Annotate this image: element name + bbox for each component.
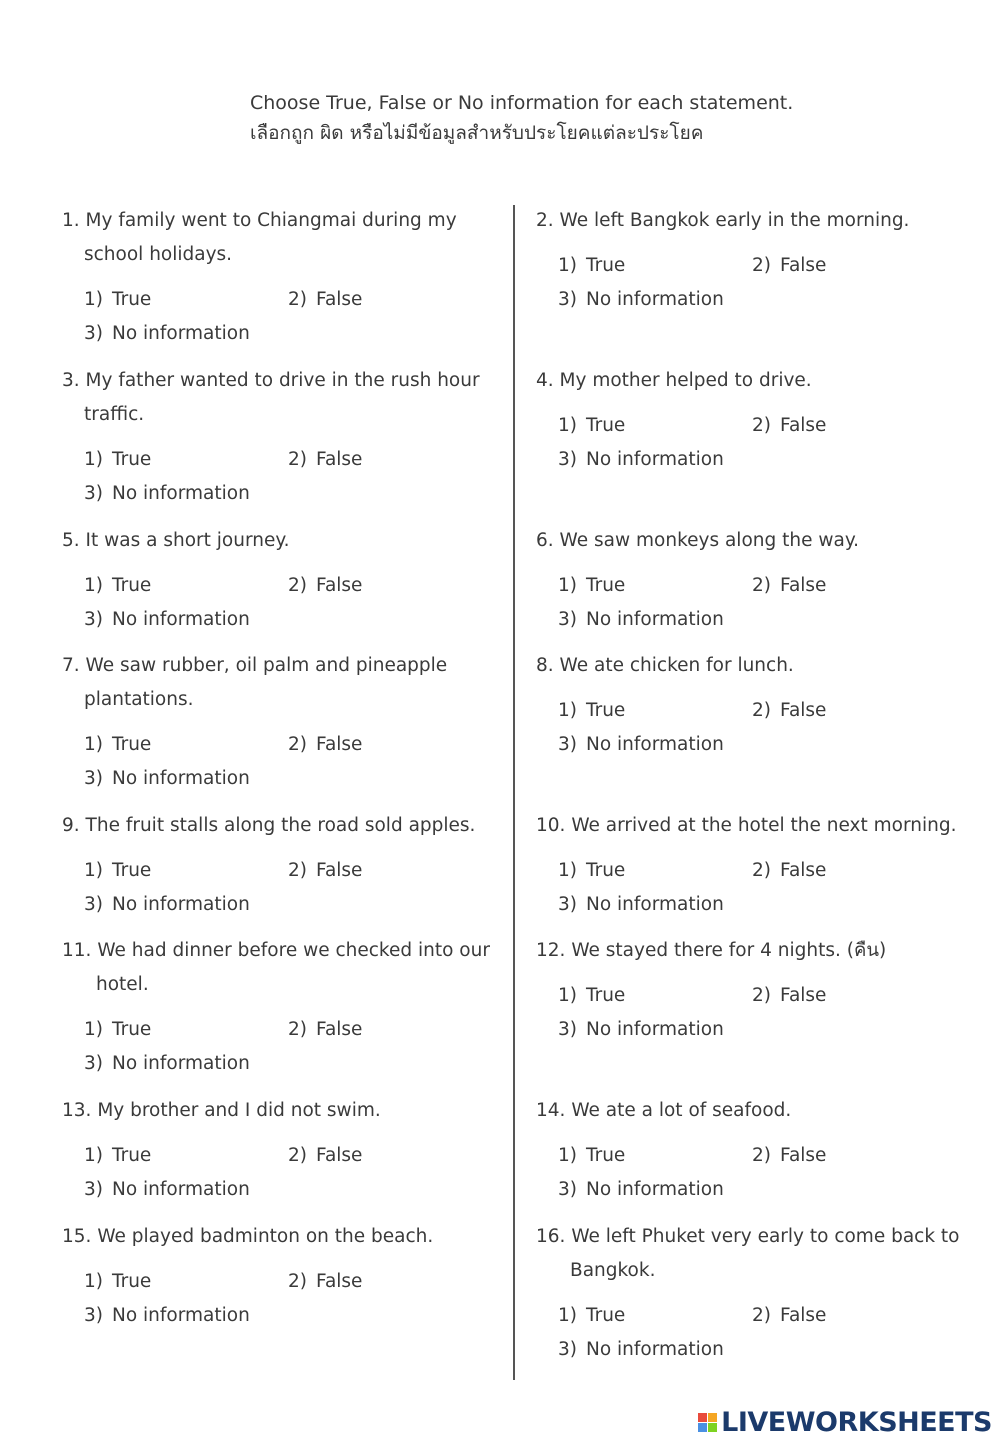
question-number: 4. xyxy=(536,370,554,391)
option-no-information[interactable]: 3) No information xyxy=(558,734,724,755)
option-true[interactable]: 1) True xyxy=(558,1305,626,1326)
option-true[interactable]: 1) True xyxy=(558,415,626,436)
question-number: 10. xyxy=(536,815,566,836)
question-number: 12. xyxy=(536,940,566,961)
answer-options xyxy=(62,443,480,511)
question-7 xyxy=(62,649,447,796)
option-true[interactable]: 1) True xyxy=(84,1145,152,1166)
question-text: My mother helped to drive. xyxy=(559,370,812,391)
option-false[interactable]: 2) False xyxy=(288,1271,363,1292)
answer-options xyxy=(62,569,363,637)
answer-options xyxy=(62,1013,490,1081)
question-3 xyxy=(62,364,480,511)
question-15 xyxy=(62,1220,433,1333)
question-text: The fruit stalls along the road sold apples. xyxy=(85,815,476,836)
question-text: We saw monkeys along the way. xyxy=(559,530,860,551)
answer-options xyxy=(536,409,827,477)
question-16 xyxy=(536,1220,960,1367)
option-true[interactable]: 1) True xyxy=(84,734,152,755)
question-number: 2. xyxy=(536,210,554,231)
instructions-english: Choose True, False or No information for each statement. xyxy=(250,92,794,114)
answer-options xyxy=(62,283,457,351)
option-true[interactable]: 1) True xyxy=(84,1019,152,1040)
question-10 xyxy=(536,809,956,922)
question-number: 8. xyxy=(536,655,554,676)
question-8 xyxy=(536,649,827,762)
option-no-information[interactable]: 3) No information xyxy=(84,768,250,789)
question-number: 1. xyxy=(62,210,80,231)
liveworksheets-logo xyxy=(698,1405,992,1439)
instructions xyxy=(250,88,793,148)
answer-options xyxy=(62,854,475,922)
option-true[interactable]: 1) True xyxy=(558,575,626,596)
question-9 xyxy=(62,809,475,922)
logo-text: LIVEWORKSHEETS xyxy=(721,1406,992,1438)
question-number: 6. xyxy=(536,530,554,551)
question-12 xyxy=(536,934,886,1047)
question-14 xyxy=(536,1094,827,1207)
option-false[interactable]: 2) False xyxy=(752,700,827,721)
option-true[interactable]: 1) True xyxy=(84,449,152,470)
option-no-information[interactable]: 3) No information xyxy=(558,1019,724,1040)
question-text: We played badminton on the beach. xyxy=(97,1226,434,1247)
question-text: It was a short journey. xyxy=(85,530,290,551)
question-text: We left Phuket very early to come back to xyxy=(571,1226,960,1247)
question-number: 15. xyxy=(62,1226,92,1247)
question-1 xyxy=(62,204,457,351)
option-no-information[interactable]: 3) No information xyxy=(558,894,724,915)
option-false[interactable]: 2) False xyxy=(288,1019,363,1040)
logo-square xyxy=(698,1423,707,1432)
question-text-continued: plantations. xyxy=(84,689,194,710)
option-true[interactable]: 1) True xyxy=(558,700,626,721)
logo-square xyxy=(698,1413,707,1422)
option-no-information[interactable]: 3) No information xyxy=(558,1339,724,1360)
question-4 xyxy=(536,364,827,477)
answer-options xyxy=(536,979,886,1047)
question-text-continued: Bangkok. xyxy=(570,1260,656,1281)
question-text-continued: traffic. xyxy=(84,404,145,425)
question-text: We left Bangkok early in the morning. xyxy=(559,210,910,231)
question-text-continued: school holidays. xyxy=(84,244,233,265)
question-text: My family went to Chiangmai during my xyxy=(85,210,457,231)
answer-options xyxy=(62,728,447,796)
option-true[interactable]: 1) True xyxy=(558,860,626,881)
option-no-information[interactable]: 3) No information xyxy=(84,323,250,344)
option-false[interactable]: 2) False xyxy=(752,985,827,1006)
option-no-information[interactable]: 3) No information xyxy=(84,1305,250,1326)
option-no-information[interactable]: 3) No information xyxy=(84,894,250,915)
option-no-information[interactable]: 3) No information xyxy=(558,449,724,470)
option-true[interactable]: 1) True xyxy=(558,985,626,1006)
option-false[interactable]: 2) False xyxy=(752,1305,827,1326)
question-text: We ate chicken for lunch. xyxy=(559,655,794,676)
answer-options xyxy=(536,569,859,637)
instructions-thai: เลือกถูก ผิด หรือไม่มีข้อมูลสำหรับประโยคแต่ละประโยค xyxy=(250,122,704,144)
option-true[interactable]: 1) True xyxy=(558,1145,626,1166)
answer-options xyxy=(536,1299,960,1367)
option-no-information[interactable]: 3) No information xyxy=(558,289,724,310)
logo-mark-icon xyxy=(698,1413,717,1432)
option-false[interactable]: 2) False xyxy=(288,575,363,596)
question-text-continued: hotel. xyxy=(96,974,149,995)
column-divider xyxy=(513,205,515,1380)
option-false[interactable]: 2) False xyxy=(752,415,827,436)
question-number: 13. xyxy=(62,1100,92,1121)
answer-options xyxy=(536,854,956,922)
answer-options xyxy=(536,694,827,762)
question-number: 5. xyxy=(62,530,80,551)
question-text: We stayed there for 4 nights. (คืน) xyxy=(571,940,887,961)
answer-options xyxy=(536,249,909,317)
question-number: 3. xyxy=(62,370,80,391)
option-true[interactable]: 1) True xyxy=(84,1271,152,1292)
answer-options xyxy=(62,1139,381,1207)
option-false[interactable]: 2) False xyxy=(288,449,363,470)
question-text: My father wanted to drive in the rush hour xyxy=(85,370,480,391)
option-no-information[interactable]: 3) No information xyxy=(84,609,250,630)
question-number: 11. xyxy=(62,940,92,961)
answer-options xyxy=(62,1265,433,1333)
option-false[interactable]: 2) False xyxy=(288,860,363,881)
option-no-information[interactable]: 3) No information xyxy=(558,609,724,630)
answer-options xyxy=(536,1139,827,1207)
question-11 xyxy=(62,934,490,1081)
logo-square xyxy=(708,1423,717,1432)
question-text: We ate a lot of seafood. xyxy=(571,1100,792,1121)
question-number: 9. xyxy=(62,815,80,836)
option-false[interactable]: 2) False xyxy=(752,255,827,276)
question-2 xyxy=(536,204,909,317)
option-no-information[interactable]: 3) No information xyxy=(84,1179,250,1200)
question-text: We had dinner before we checked into our xyxy=(97,940,490,961)
option-false[interactable]: 2) False xyxy=(288,1145,363,1166)
option-no-information[interactable]: 3) No information xyxy=(84,483,250,504)
question-number: 16. xyxy=(536,1226,566,1247)
question-text: We arrived at the hotel the next morning. xyxy=(571,815,957,836)
logo-square xyxy=(708,1413,717,1422)
option-true[interactable]: 1) True xyxy=(558,255,626,276)
question-5 xyxy=(62,524,363,637)
option-true[interactable]: 1) True xyxy=(84,289,152,310)
question-text: My brother and I did not swim. xyxy=(97,1100,381,1121)
question-6 xyxy=(536,524,859,637)
question-number: 7. xyxy=(62,655,80,676)
question-13 xyxy=(62,1094,381,1207)
question-text: We saw rubber, oil palm and pineapple xyxy=(85,655,448,676)
option-false[interactable]: 2) False xyxy=(752,860,827,881)
option-true[interactable]: 1) True xyxy=(84,575,152,596)
option-no-information[interactable]: 3) No information xyxy=(558,1179,724,1200)
option-false[interactable]: 2) False xyxy=(752,1145,827,1166)
option-false[interactable]: 2) False xyxy=(288,289,363,310)
option-false[interactable]: 2) False xyxy=(752,575,827,596)
question-number: 14. xyxy=(536,1100,566,1121)
option-no-information[interactable]: 3) No information xyxy=(84,1053,250,1074)
option-true[interactable]: 1) True xyxy=(84,860,152,881)
option-false[interactable]: 2) False xyxy=(288,734,363,755)
